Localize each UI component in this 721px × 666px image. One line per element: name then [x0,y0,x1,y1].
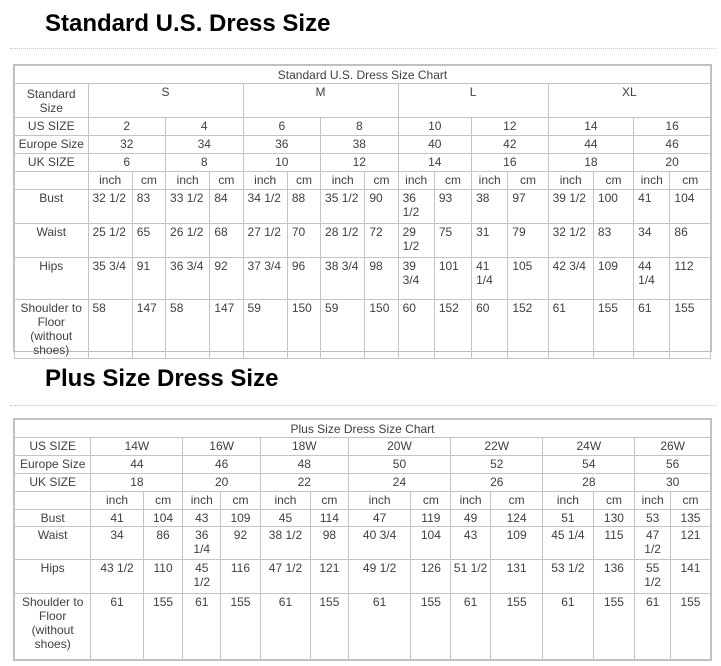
measurement-value: 61 [260,593,310,659]
measurement-label: Waist [15,224,89,258]
measurement-value: 45 1/4 [543,527,593,559]
size-group-header: XL [548,84,710,118]
measurement-value: 150 [287,300,320,359]
unit-header: cm [593,492,635,510]
measurement-value: 155 [143,593,183,659]
measurement-value: 36 3/4 [166,258,210,300]
size-value: 20W [348,438,451,456]
measurement-value: 105 [508,258,548,300]
measurement-value: 155 [670,300,711,359]
measurement-value: 88 [287,190,320,224]
measurement-value: 44 1/4 [634,258,670,300]
size-group-row [15,84,711,118]
measurement-value: 130 [593,510,635,527]
measurement-value: 45 [260,510,310,527]
size-value: 22 [260,474,348,492]
size-row [15,438,711,456]
measurement-value: 38 3/4 [321,258,365,300]
unit-header: cm [132,172,165,190]
measurement-label: Bust [15,190,89,224]
unit-header: inch [321,172,365,190]
measurement-value: 28 1/2 [321,224,365,258]
unit-header: cm [311,492,349,510]
measurement-value: 47 1/2 [635,527,671,559]
size-value: 28 [543,474,635,492]
unit-header: inch [243,172,287,190]
measurement-value: 100 [593,190,633,224]
size-value: 34 [166,136,244,154]
unit-header: cm [210,172,243,190]
size-value: 2 [88,118,166,136]
measurement-value: 124 [490,510,542,527]
measurement-value: 136 [593,559,635,593]
row-label: Standard Size [15,84,89,118]
size-value: 38 [321,136,399,154]
row-label: US SIZE [15,438,91,456]
measurement-value: 61 [543,593,593,659]
size-value: 32 [88,136,166,154]
size-value: 20 [183,474,260,492]
measurement-row [15,300,711,359]
measurement-value: 26 1/2 [166,224,210,258]
measurement-value: 86 [143,527,183,559]
size-value: 14W [91,438,183,456]
size-row [15,456,711,474]
measurement-value: 90 [365,190,398,224]
size-row [15,154,711,172]
unit-header: inch [451,492,491,510]
measurement-value: 147 [210,300,243,359]
measurement-value: 61 [451,593,491,659]
size-value: 46 [634,136,711,154]
measurement-value: 147 [132,300,165,359]
size-row [15,474,711,492]
measurement-label: Shoulder to Floor (without shoes) [15,593,91,659]
measurement-value: 60 [398,300,434,359]
measurement-value: 79 [508,224,548,258]
size-value: 44 [548,136,634,154]
size-value: 54 [543,456,635,474]
measurement-label: Shoulder to Floor (without shoes) [15,300,89,359]
chart-caption-row [15,66,711,84]
size-value: 52 [451,456,543,474]
measurement-value: 27 1/2 [243,224,287,258]
unit-header: cm [508,172,548,190]
plus-size-table [14,419,711,660]
measurement-value: 91 [132,258,165,300]
measurement-value: 126 [411,559,451,593]
size-value: 10 [243,154,321,172]
measurement-label: Waist [15,527,91,559]
size-group-header: L [398,84,548,118]
measurement-row [15,527,711,559]
measurement-value: 141 [670,559,710,593]
measurement-value: 59 [243,300,287,359]
measurement-value: 131 [490,559,542,593]
measurement-value: 47 1/2 [260,559,310,593]
unit-header: cm [365,172,398,190]
chart-caption: Standard U.S. Dress Size Chart [15,66,711,84]
measurement-value: 60 [472,300,508,359]
size-value: 24W [543,438,635,456]
plus-size-heading: Plus Size Dress Size [45,365,279,392]
measurement-value: 84 [210,190,243,224]
measurement-value: 40 3/4 [348,527,411,559]
size-value: 10 [398,118,472,136]
size-value: 6 [88,154,166,172]
measurement-value: 58 [166,300,210,359]
row-label: Europe Size [15,456,91,474]
measurement-label: Hips [15,258,89,300]
measurement-row [15,559,711,593]
measurement-value: 155 [411,593,451,659]
measurement-value: 39 3/4 [398,258,434,300]
size-value: 46 [183,456,260,474]
measurement-value: 83 [593,224,633,258]
measurement-value: 61 [548,300,593,359]
measurement-value: 61 [348,593,411,659]
measurement-value: 33 1/2 [166,190,210,224]
measurement-value: 119 [411,510,451,527]
measurement-label: Hips [15,559,91,593]
measurement-value: 47 [348,510,411,527]
measurement-value: 116 [221,559,261,593]
size-value: 56 [635,456,711,474]
measurement-value: 155 [311,593,349,659]
measurement-value: 96 [287,258,320,300]
size-group-header: M [243,84,398,118]
unit-row [15,492,711,510]
size-value: 50 [348,456,451,474]
measurement-value: 155 [490,593,542,659]
measurement-value: 25 1/2 [88,224,132,258]
standard-size-chart [13,64,712,357]
measurement-row [15,510,711,527]
measurement-value: 155 [221,593,261,659]
measurement-value: 32 1/2 [548,224,593,258]
size-value: 42 [472,136,549,154]
unit-header: inch [634,172,670,190]
size-value: 16W [183,438,260,456]
measurement-value: 37 3/4 [243,258,287,300]
measurement-value: 34 [91,527,143,559]
measurement-value: 32 1/2 [88,190,132,224]
measurement-value: 51 1/2 [451,559,491,593]
measurement-value: 39 1/2 [548,190,593,224]
measurement-value: 68 [210,224,243,258]
unit-header: cm [221,492,261,510]
measurement-value: 59 [321,300,365,359]
unit-row [15,172,711,190]
measurement-row [15,593,711,659]
measurement-value: 51 [543,510,593,527]
measurement-value: 41 1/4 [472,258,508,300]
unit-header: inch [88,172,132,190]
measurement-value: 92 [210,258,243,300]
row-label-empty [15,492,91,510]
measurement-value: 61 [183,593,221,659]
measurement-value: 110 [143,559,183,593]
measurement-value: 86 [670,224,711,258]
standard-size-table [14,65,711,359]
unit-header: cm [670,492,710,510]
row-label-empty [15,172,89,190]
row-label: UK SIZE [15,154,89,172]
dotted-divider [10,48,716,49]
measurement-value: 53 [635,510,671,527]
size-value: 26 [451,474,543,492]
measurement-value: 121 [670,527,710,559]
standard-size-heading: Standard U.S. Dress Size [45,10,331,37]
size-group-header: S [88,84,243,118]
measurement-value: 93 [434,190,471,224]
size-value: 18 [91,474,183,492]
measurement-value: 34 [634,224,670,258]
measurement-value: 70 [287,224,320,258]
unit-header: inch [348,492,411,510]
measurement-value: 43 [183,510,221,527]
measurement-value: 150 [365,300,398,359]
size-row [15,118,711,136]
unit-header: inch [472,172,508,190]
measurement-value: 152 [508,300,548,359]
measurement-value: 45 1/2 [183,559,221,593]
size-value: 36 [243,136,321,154]
measurement-value: 43 [451,527,491,559]
measurement-value: 36 1/4 [183,527,221,559]
measurement-value: 83 [132,190,165,224]
measurement-value: 115 [593,527,635,559]
measurement-value: 41 [634,190,670,224]
measurement-value: 65 [132,224,165,258]
size-value: 30 [635,474,711,492]
measurement-value: 104 [411,527,451,559]
unit-header: cm [411,492,451,510]
unit-header: inch [183,492,221,510]
size-value: 16 [634,118,711,136]
measurement-value: 58 [88,300,132,359]
measurement-value: 135 [670,510,710,527]
size-value: 8 [166,154,244,172]
dotted-divider [10,405,716,406]
measurement-row [15,224,711,258]
measurement-value: 42 3/4 [548,258,593,300]
measurement-value: 75 [434,224,471,258]
size-value: 48 [260,456,348,474]
measurement-label: Bust [15,510,91,527]
size-value: 14 [398,154,472,172]
measurement-row [15,258,711,300]
measurement-value: 101 [434,258,471,300]
unit-header: cm [287,172,320,190]
measurement-value: 72 [365,224,398,258]
measurement-value: 104 [670,190,711,224]
measurement-value: 152 [434,300,471,359]
unit-header: inch [543,492,593,510]
measurement-value: 114 [311,510,349,527]
measurement-value: 109 [490,527,542,559]
unit-header: inch [548,172,593,190]
measurement-value: 155 [670,593,710,659]
size-value: 26W [635,438,711,456]
measurement-value: 61 [91,593,143,659]
measurement-value: 112 [670,258,711,300]
size-value: 44 [91,456,183,474]
measurement-value: 98 [311,527,349,559]
measurement-value: 41 [91,510,143,527]
unit-header: cm [434,172,471,190]
size-value: 16 [472,154,549,172]
size-value: 18 [548,154,634,172]
size-value: 12 [472,118,549,136]
size-value: 8 [321,118,399,136]
measurement-value: 155 [593,300,633,359]
size-value: 14 [548,118,634,136]
unit-header: inch [166,172,210,190]
measurement-value: 49 [451,510,491,527]
measurement-value: 55 1/2 [635,559,671,593]
row-label: Europe Size [15,136,89,154]
chart-caption-row [15,420,711,438]
size-value: 12 [321,154,399,172]
size-value: 6 [243,118,321,136]
measurement-row [15,190,711,224]
measurement-value: 31 [472,224,508,258]
row-label: US SIZE [15,118,89,136]
measurement-value: 35 3/4 [88,258,132,300]
size-value: 20 [634,154,711,172]
unit-header: cm [670,172,711,190]
unit-header: cm [490,492,542,510]
measurement-value: 155 [593,593,635,659]
size-value: 4 [166,118,244,136]
measurement-value: 104 [143,510,183,527]
unit-header: cm [593,172,633,190]
unit-header: cm [143,492,183,510]
row-label: UK SIZE [15,474,91,492]
measurement-value: 43 1/2 [91,559,143,593]
measurement-value: 109 [593,258,633,300]
plus-size-chart [13,418,712,661]
measurement-value: 38 [472,190,508,224]
chart-caption: Plus Size Dress Size Chart [15,420,711,438]
measurement-value: 98 [365,258,398,300]
measurement-value: 121 [311,559,349,593]
size-row [15,136,711,154]
measurement-value: 53 1/2 [543,559,593,593]
size-value: 40 [398,136,472,154]
measurement-value: 36 1/2 [398,190,434,224]
size-value: 22W [451,438,543,456]
measurement-value: 38 1/2 [260,527,310,559]
unit-header: inch [91,492,143,510]
measurement-value: 34 1/2 [243,190,287,224]
measurement-value: 109 [221,510,261,527]
unit-header: inch [260,492,310,510]
size-value: 24 [348,474,451,492]
measurement-value: 49 1/2 [348,559,411,593]
unit-header: inch [635,492,671,510]
measurement-value: 29 1/2 [398,224,434,258]
measurement-value: 35 1/2 [321,190,365,224]
unit-header: inch [398,172,434,190]
measurement-value: 61 [634,300,670,359]
measurement-value: 97 [508,190,548,224]
size-value: 18W [260,438,348,456]
measurement-value: 92 [221,527,261,559]
measurement-value: 61 [635,593,671,659]
